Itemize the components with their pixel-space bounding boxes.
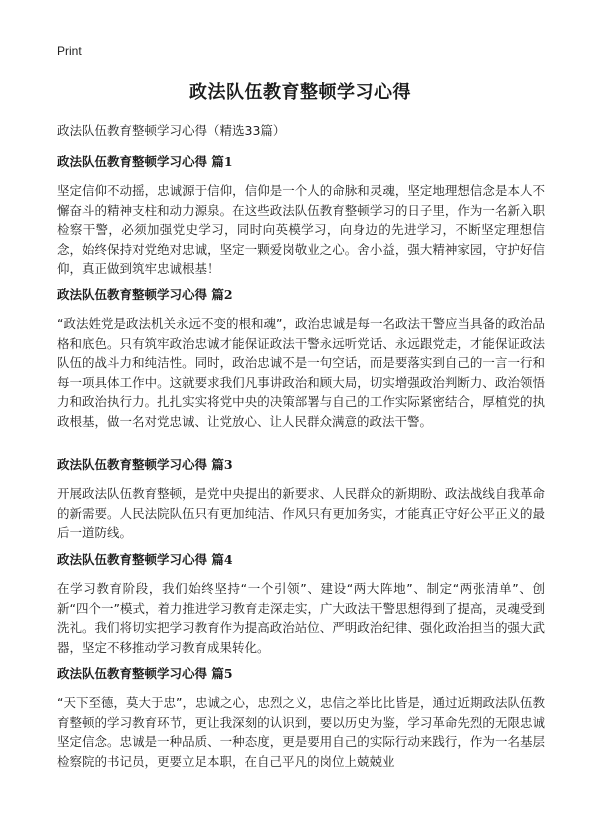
section-heading-1: 政法队伍教育整顿学习心得 篇1 (57, 154, 233, 169)
section-heading-2: 政法队伍教育整顿学习心得 篇2 (57, 287, 233, 302)
section-body-1: 坚定信仰不动摇，忠诚源于信仰，信仰是一个人的命脉和灵魂，坚定地理想信念是本人不懈奋斗的精神支柱和动力源泉。在这些政法队伍教育整顿学习的日子里，作为一名新入职检察干警，必须加强党史学习，同时向英模学习，向身边的先进学习，不断坚定理想信念，始终保持对党绝对忠诚，坚定一颗爱岗敬业之心。舍小益，强大精神家园，守护好信仰，真正做到筑牢忠诚根基！ (57, 183, 545, 277)
document-title: 政法队伍教育整顿学习心得 (189, 82, 411, 103)
document-subtitle: 政法队伍教育整顿学习心得（精选33篇） (57, 123, 286, 138)
section-body-4: 在学习教育阶段，我们始终坚持“一个引领”、建设“两大阵地”、制定“两张清单”、创新“四个一”模式，着力推进学习教育走深走实，广大政法干警思想得到了提高，灵魂受到洗礼。我们将切实把学习教育作为提高政治站位、严明政治纪律、强化政治担当的强大武器，坚定不移推动学习教育成果转化。 (57, 581, 545, 655)
print-link[interactable]: Print (57, 44, 82, 58)
section-body-5: “天下至德，莫大于忠”，忠诚之心，忠烈之义，忠信之举比比皆是，通过近期政法队伍教育整顿的学习教育环节，更让我深刻的认识到，要以历史为鉴，学习革命先烈的无限忠诚坚定信念。忠诚是一种品质、一种态度，更是要用自己的实际行动来践行，作为一名基层检察院的书记员，更要立足本职，在自己平凡的岗位上兢兢业 (57, 695, 545, 769)
section-body-2: “政法姓党是政法机关永远不变的根和魂”，政治忠诚是每一名政法干警应当具备的政治品格和底色。只有筑牢政治忠诚才能保证政法干警永远听党话、永远跟党走，才能保证政法队伍的战斗力和纯洁性。同时，政治忠诚不是一句空话，而是要落实到自己的一言一行和每一项具体工作中。这就要求我们凡事讲政治和顾大局，切实增强政治判断力、政治领悟力和政治执行力。扎扎实实将党中央的决策部署与自己的工作实际紧密结合，厚植党的执政根基，做一名对党忠诚、让党放心、让人民群众满意的政法干警。 (57, 316, 545, 429)
section-body-3: 开展政法队伍教育整顿，是党中央提出的新要求、人民群众的新期盼、政法战线自我革命的新需要。人民法院队伍只有更加纯洁、作风只有更加务实，才能真正守好公平正义的最后一道防线。 (57, 486, 545, 541)
section-heading-5: 政法队伍教育整顿学习心得 篇5 (57, 666, 233, 681)
section-heading-4: 政法队伍教育整顿学习心得 篇4 (57, 552, 233, 567)
section-heading-3: 政法队伍教育整顿学习心得 篇3 (57, 457, 233, 472)
